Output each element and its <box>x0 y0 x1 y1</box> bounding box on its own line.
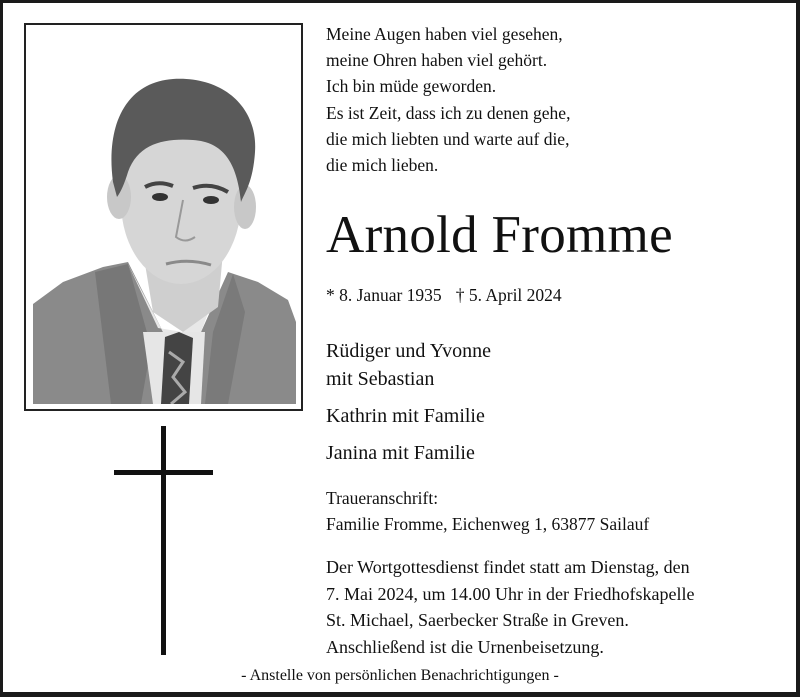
mourner-line: Rüdiger und Yvonne <box>326 340 492 362</box>
portrait-icon <box>33 32 296 404</box>
portrait-frame <box>24 23 303 411</box>
service-line: 7. Mai 2024, um 14.00 Uhr in der Friedhofskapelle <box>326 583 695 604</box>
footer-note: - Anstelle von persönlichen Benachrichtigungen - <box>241 667 559 684</box>
service-info <box>326 554 694 660</box>
mourner-group <box>326 337 491 393</box>
birth-date: * 8. Januar 1935 <box>326 285 442 305</box>
mourner-group <box>326 439 491 467</box>
portrait-photo <box>33 32 296 404</box>
poem-line: die mich lieben. <box>326 155 439 176</box>
poem-line: meine Ohren haben viel gehört. <box>326 50 548 71</box>
address-value: Familie Fromme, Eichenweg 1, 63877 Sailauf <box>326 513 650 534</box>
cross-icon-bar <box>114 470 213 475</box>
mourners-list <box>326 337 491 476</box>
address-label: Traueranschrift: <box>326 488 439 508</box>
mourner-line: Janina mit Familie <box>326 442 475 464</box>
cross-icon <box>161 426 166 655</box>
death-date: † 5. April 2024 <box>455 285 562 305</box>
poem-line: die mich liebten und warte auf die, <box>326 128 570 149</box>
mourning-address <box>326 486 649 537</box>
poem-line: Meine Augen haben viel gesehen, <box>326 24 563 44</box>
poem-line: Ich bin müde geworden. <box>326 76 497 97</box>
mourner-line: mit Sebastian <box>326 368 435 390</box>
poem <box>326 21 570 178</box>
mourner-group <box>326 402 491 430</box>
life-dates <box>326 284 562 306</box>
deceased-name: Arnold Fromme <box>326 206 673 264</box>
service-line: Der Wortgottesdienst findet statt am Dienstag, den <box>326 557 690 577</box>
service-line: Anschließend ist die Urnenbeisetzung. <box>326 636 604 657</box>
service-line: St. Michael, Saerbecker Straße in Greven. <box>326 610 629 630</box>
mourner-line: Kathrin mit Familie <box>326 405 485 427</box>
poem-line: Es ist Zeit, dass ich zu denen gehe, <box>326 102 571 123</box>
